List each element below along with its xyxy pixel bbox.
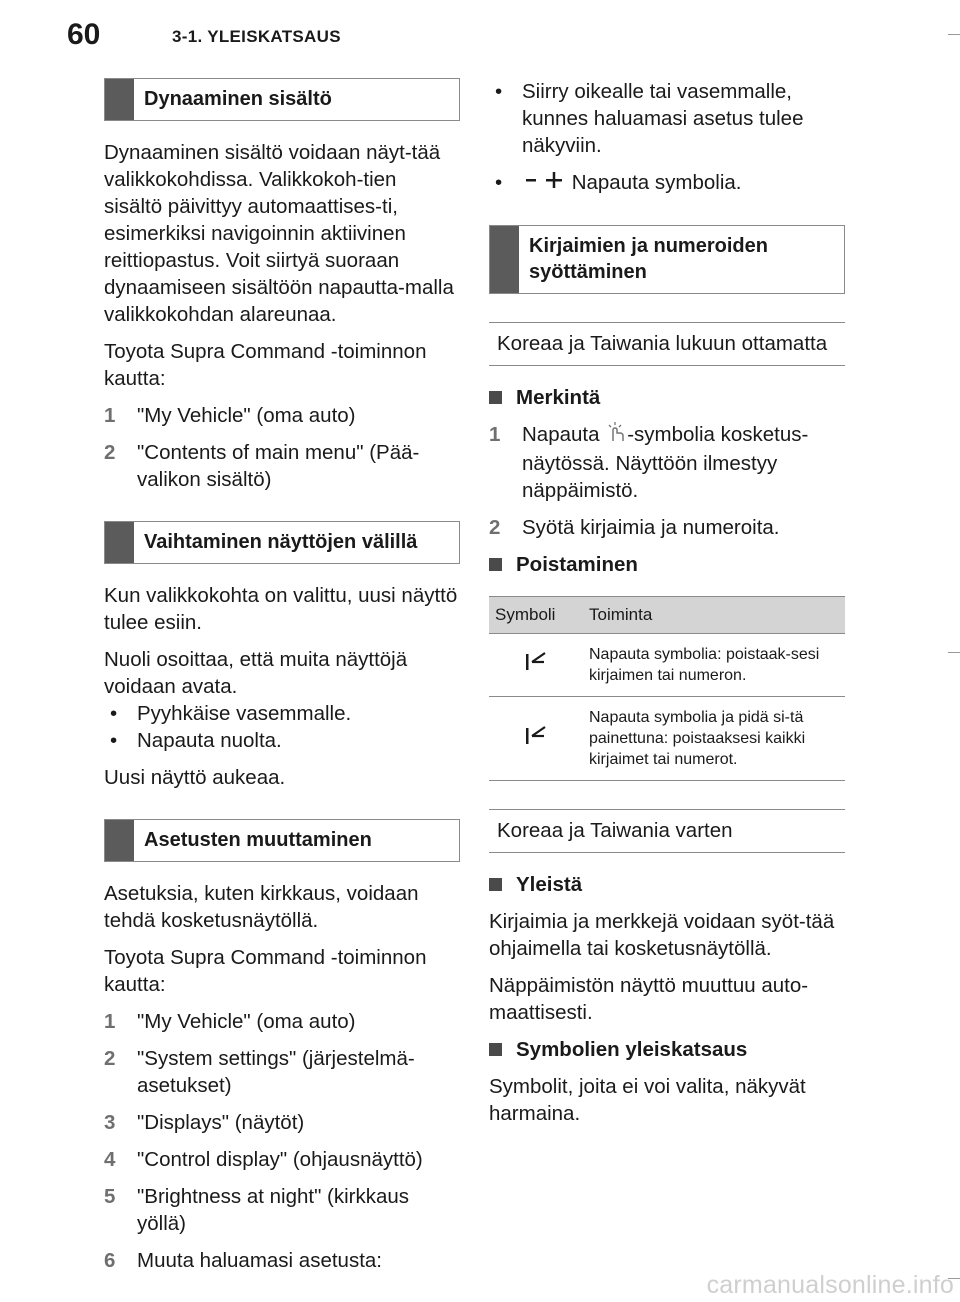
step-text: "Displays" (näytöt): [137, 1111, 305, 1134]
left-column: [104, 78, 460, 1274]
list-item: [489, 78, 845, 159]
step-text: "My Vehicle" (oma auto): [137, 404, 356, 427]
step-number: 6: [104, 1249, 116, 1272]
touch-hand-icon: [605, 421, 627, 450]
step-number: 4: [104, 1148, 116, 1171]
list-item: [104, 700, 460, 727]
subheading-merkinta: [489, 384, 845, 411]
paragraph: Toyota Supra Command -toiminnon kautta:: [104, 340, 427, 390]
bullet-dot: •: [110, 729, 118, 752]
bullet-dot: •: [495, 171, 503, 194]
right-column: [489, 78, 845, 1127]
square-bullet-icon: [489, 558, 502, 571]
step-number: 1: [104, 1010, 116, 1033]
paragraph: Symbolit, joita ei voi valita, näkyvät harmaina.: [489, 1075, 806, 1126]
subheading-text: Merkintä: [516, 386, 601, 410]
section-heading-dynamic-content: [104, 78, 460, 121]
square-bullet-icon: [489, 1043, 502, 1056]
subheading-symbolit: [489, 1036, 845, 1063]
list-item: [489, 169, 845, 197]
step-item: [104, 1183, 460, 1237]
subheading-text: Poistaminen: [516, 553, 638, 577]
step-text: -symbolia kosketus-näytössä. Näyttöön ilmestyy näppäimistö.: [522, 423, 809, 503]
minus-plus-icon: [522, 170, 566, 197]
column-header: Toiminta: [583, 597, 845, 634]
step-text: "My Vehicle" (oma auto): [137, 1010, 356, 1033]
step-number: 2: [104, 441, 116, 464]
step-number: 3: [104, 1111, 116, 1134]
region-note: Koreaa ja Taiwania lukuun ottamatta: [489, 322, 845, 366]
table-cell: Napauta symbolia ja pidä si-tä painettuna: poistaaksesi kaikki kirjaimet tai numerot.: [583, 697, 845, 781]
section-heading-changing-settings: [104, 819, 460, 862]
square-bullet-icon: [489, 878, 502, 891]
subheading-text: Symbolien yleiskatsaus: [516, 1038, 748, 1062]
section-bar: [490, 226, 519, 293]
backspace-arrow-icon: [524, 650, 548, 680]
crop-mark: [948, 34, 960, 35]
section-bar: [105, 79, 134, 120]
column-header: Symboli: [489, 597, 583, 634]
subheading-poistaminen: [489, 551, 845, 578]
step-number: 1: [489, 423, 501, 447]
page-number: 60: [67, 18, 101, 51]
step-item: [104, 1008, 460, 1035]
paragraph: Näppäimistön näyttö muuttuu auto-maattisesti.: [489, 974, 809, 1025]
step-item: [104, 1146, 460, 1173]
paragraph: Kirjaimia ja merkkejä voidaan syöt-tää ohjaimella tai kosketusnäytöllä.: [489, 910, 835, 961]
table-cell: [489, 697, 583, 781]
table-header-row: [489, 597, 845, 634]
section-heading-switching-screens: [104, 521, 460, 564]
step-number: 2: [489, 516, 501, 540]
table-row: [489, 634, 845, 697]
square-bullet-icon: [489, 391, 502, 404]
step-text: "Brightness at night" (kirkkaus yöllä): [137, 1185, 410, 1235]
chapter-title: 3-1. YLEISKATSAUS: [172, 27, 341, 46]
bullet-dot: •: [495, 80, 503, 103]
step-text: Muuta haluamasi asetusta:: [137, 1249, 382, 1272]
step-item: [104, 1109, 460, 1136]
section-title: Dynaaminen sisältö: [144, 88, 332, 110]
step-item: [104, 402, 460, 429]
table-cell: Napauta symbolia: poistaak-sesi kirjaimen tai numeron.: [583, 634, 845, 697]
paragraph: Nuoli osoittaa, että muita näyttöjä voidaan avata.: [104, 648, 408, 698]
bullet-dot: •: [110, 702, 118, 725]
subheading-text: Yleistä: [516, 873, 583, 897]
symbol-table: [489, 596, 845, 781]
step-text: Syötä kirjaimia ja numeroita.: [522, 516, 780, 540]
list-item-text: Napauta nuolta.: [137, 729, 282, 752]
step-number: 5: [104, 1185, 116, 1208]
step-number: 1: [104, 404, 116, 427]
watermark: carmanualsonline.info: [706, 1271, 954, 1299]
list-item-text: Pyyhkäise vasemmalle.: [137, 702, 352, 725]
list-item-text: Napauta symbolia.: [571, 171, 742, 194]
step-text: Napauta: [522, 423, 600, 447]
step-item: [104, 1247, 460, 1274]
region-note: Koreaa ja Taiwania varten: [489, 809, 845, 853]
section-heading-entering-letters: [489, 225, 845, 294]
paragraph: Dynaaminen sisältö voidaan näyt-tää valikkokohdissa. Valikkokoh-tien sisältö päivittyy automaattises-ti, esimerkiksi navigoinnin aktiivinen reittiopastus. Voit siirtyä suoraan dynaamiseen sisältöön napautta-malla valikkokohdan alareunaa.: [104, 141, 454, 326]
section-bar: [105, 522, 134, 563]
step-text: "Contents of main menu" (Pää-valikon sisältö): [137, 441, 420, 491]
step-item: [489, 421, 845, 504]
crop-mark: [948, 652, 960, 653]
list-item: [104, 727, 460, 754]
step-number: 2: [104, 1047, 116, 1070]
section-bar: [105, 820, 134, 861]
step-text: "Control display" (ohjausnäyttö): [137, 1148, 423, 1171]
step-item: [104, 439, 460, 493]
paragraph: Kun valikkokohta on valittu, uusi näyttö tulee esiin.: [104, 584, 458, 634]
step-text: "System settings" (järjestelmä-asetukset): [137, 1047, 415, 1097]
backspace-arrow-icon: [524, 724, 548, 754]
step-item: [489, 514, 845, 541]
subheading-yleista: [489, 871, 845, 898]
section-title: Asetusten muuttaminen: [144, 829, 372, 851]
paragraph: Toyota Supra Command -toiminnon kautta:: [104, 946, 427, 996]
section-title: Vaihtaminen näyttöjen välillä: [144, 531, 418, 553]
step-item: [104, 1045, 460, 1099]
table-cell: [489, 634, 583, 697]
section-title: Kirjaimien ja numeroiden syöttäminen: [529, 235, 768, 284]
list-item-text: Siirry oikealle tai vasemmalle, kunnes haluamasi asetus tulee näkyviin.: [522, 80, 804, 157]
table-row: [489, 697, 845, 781]
paragraph: Uusi näyttö aukeaa.: [104, 766, 286, 789]
paragraph: Asetuksia, kuten kirkkaus, voidaan tehdä kosketusnäytöllä.: [104, 882, 419, 932]
